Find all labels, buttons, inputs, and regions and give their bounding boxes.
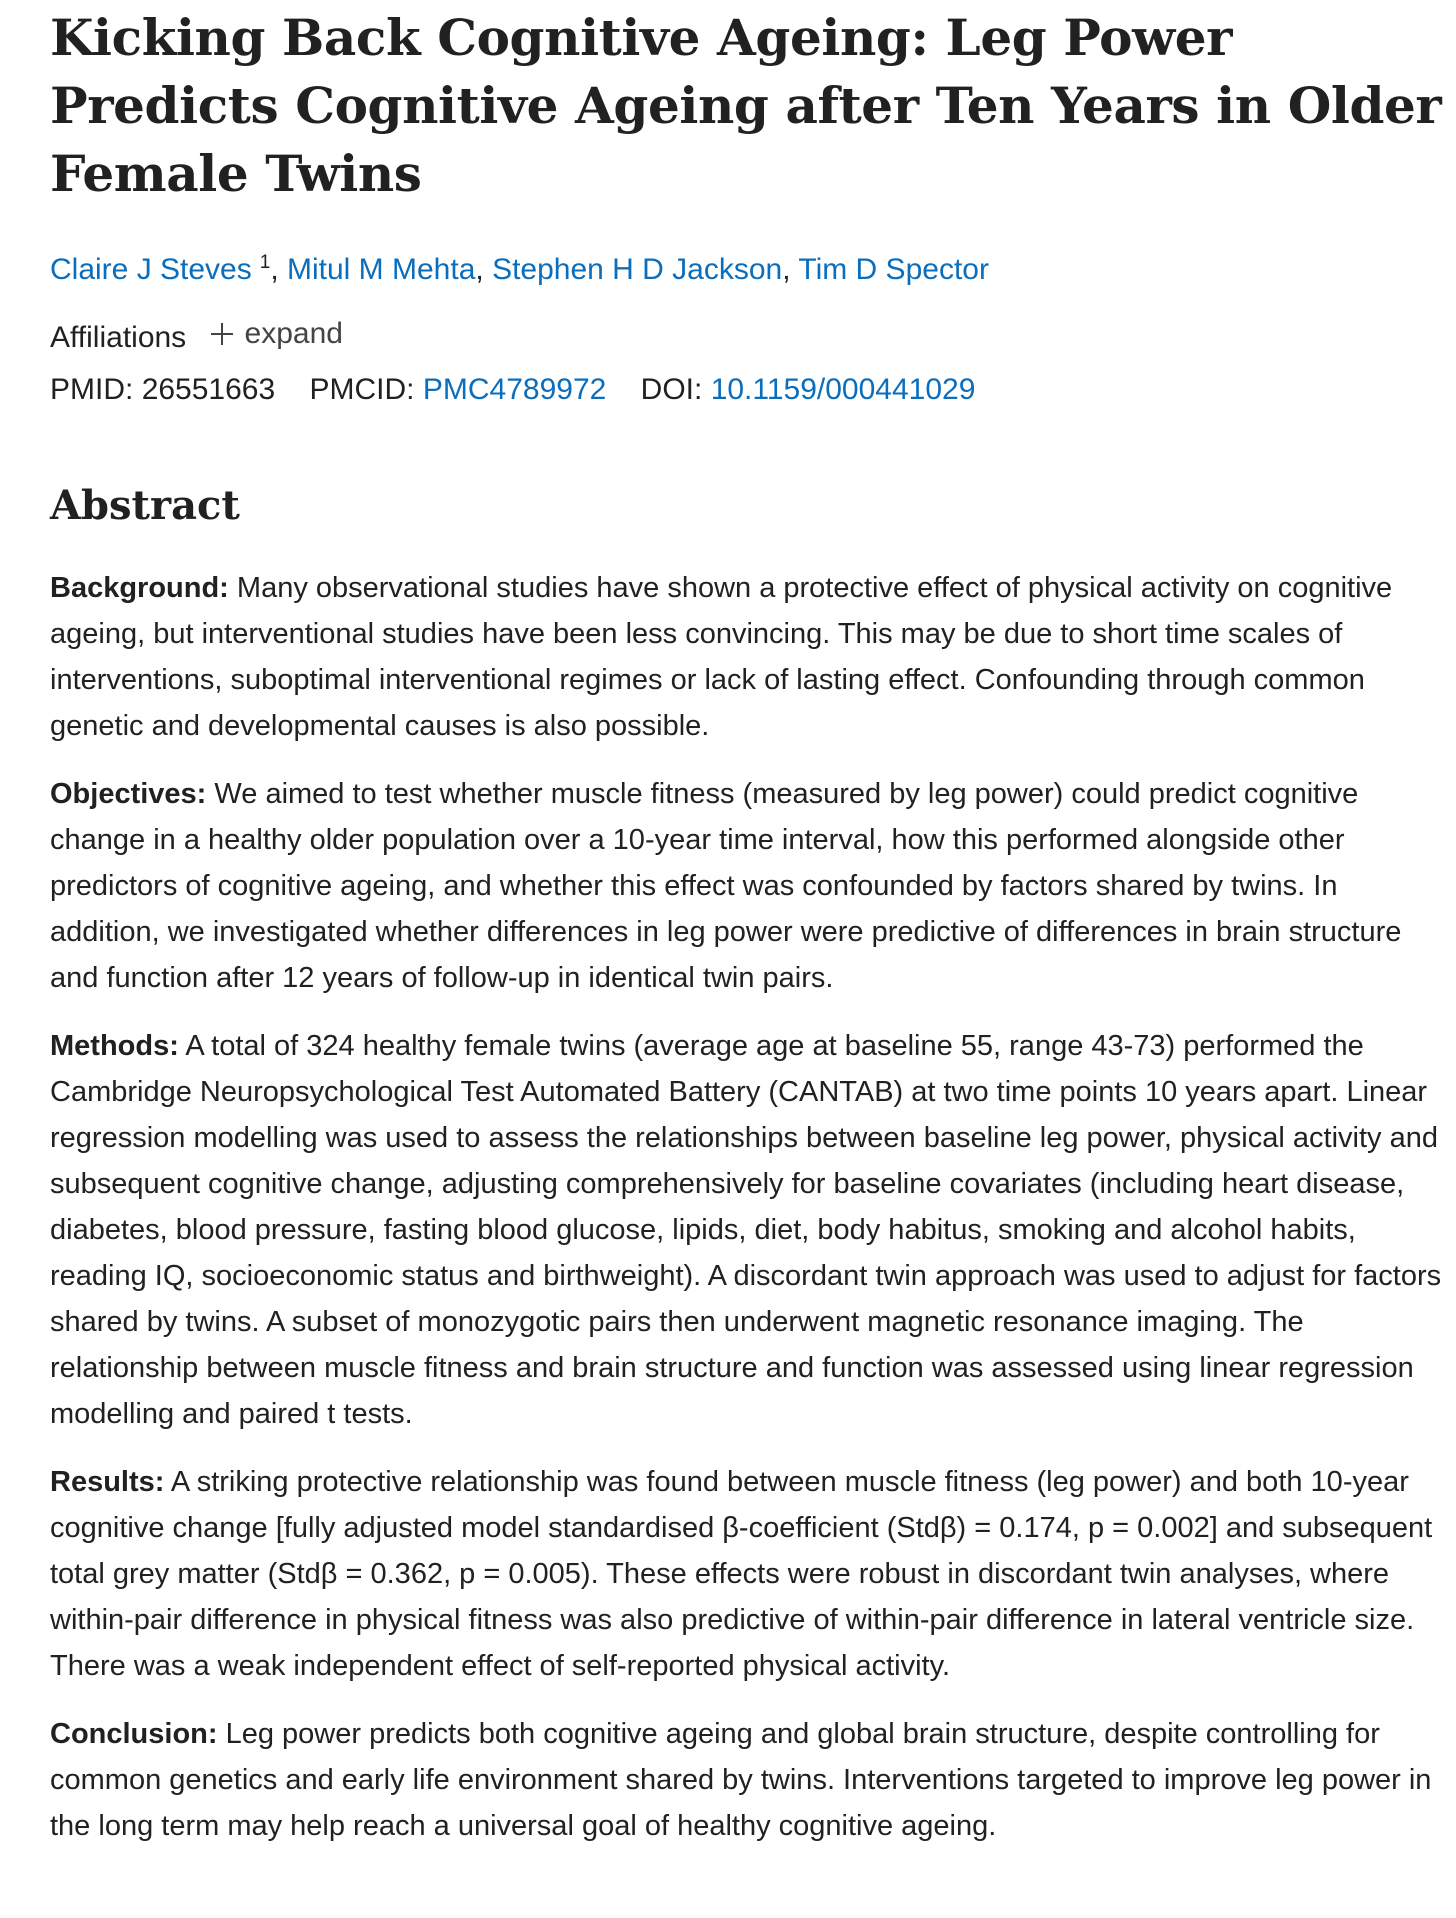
conclusion-text: Leg power predicts both cognitive ageing and global brain structure, despite controlling for common genetics and early life environment shared by twins. Interventions targeted to improve leg power in the long term may help reach a universal goal of healthy cognitive ageing. <box>50 1718 1432 1843</box>
article-title: Kicking Back Cognitive Ageing: Leg Power Predicts Cognitive Ageing after Ten Years in Older Female Twins <box>50 8 1442 203</box>
abstract-results <box>50 1459 1450 1689</box>
pmid-value: 26551663 <box>141 373 276 406</box>
author-separator: , <box>782 253 799 286</box>
abstract-conclusion <box>50 1711 1450 1849</box>
objectives-label: Objectives: <box>50 778 207 811</box>
doi-label: DOI: <box>640 373 703 406</box>
results-text: A striking protective relationship was found between muscle fitness (leg power) and both 10-year cognitive change [fully adjusted model standardised β-coefficient (Stdβ) = 0.174, p = 0.002] and subsequent total grey matter (Stdβ = 0.362, p = 0.005). These effects were robust in discordant twin analyses, where within-pair difference in physical fitness was also predictive of within-pair difference in lateral ventricle size. There was a weak independent effect of self-reported physical activity. <box>50 1466 1433 1683</box>
plus-icon <box>209 321 235 347</box>
author-link-1[interactable]: Claire J Steves <box>50 253 252 286</box>
author-link-2[interactable]: Mitul M Mehta <box>287 253 476 286</box>
author-link-4[interactable]: Tim D Spector <box>798 253 989 286</box>
author-list <box>50 250 1450 290</box>
author-link-3[interactable]: Stephen H D Jackson <box>492 253 783 286</box>
affiliations-row <box>50 314 1450 358</box>
abstract-background <box>50 565 1450 749</box>
abstract-heading: Abstract <box>50 482 240 529</box>
conclusion-label: Conclusion: <box>50 1718 218 1751</box>
methods-label: Methods: <box>50 1030 179 1063</box>
abstract-methods <box>50 1023 1450 1437</box>
expand-label: expand <box>244 317 343 350</box>
doi-block <box>641 373 976 406</box>
background-label: Background: <box>50 572 229 605</box>
affiliations-expand-button[interactable] <box>209 314 343 354</box>
doi-link[interactable]: 10.1159/000441029 <box>710 373 976 406</box>
pmcid-label: PMCID: <box>309 373 415 406</box>
pmcid-block <box>310 373 615 406</box>
pmid-block <box>50 373 284 406</box>
objectives-text: We aimed to test whether muscle fitness (measured by leg power) could predict cognitive change in a healthy older population over a 10-year time interval, how this performed alongside other predictors of cognitive ageing, and whether this effect was confounded by factors shared by twins. In addition, we investigated whether differences in leg power were predictive of differences in brain structure and function after 12 years of follow-up in identical twin pairs. <box>50 778 1402 995</box>
results-label: Results: <box>50 1466 165 1499</box>
methods-text: A total of 324 healthy female twins (average age at baseline 55, range 43-73) performed the Cambridge Neuropsychological Test Automated Battery (CANTAB) at two time points 10 years apart. Linear regression modelling was used to assess the relationships between baseline leg power, physical activity and subsequent cognitive change, adjusting comprehensively for baseline covariates (including heart disease, diabetes, blood pressure, fasting blood glucose, lipids, diet, body habitus, smoking and alcohol habits, reading IQ, socioeconomic status and birthweight). A discordant twin approach was used to adjust for factors shared by twins. A subset of monozygotic pairs then underwent magnetic resonance imaging. The relationship between muscle fitness and brain structure and function was assessed using linear regression modelling and paired t tests. <box>50 1030 1442 1431</box>
article-page <box>50 0 1450 1849</box>
author-separator: , <box>475 253 493 286</box>
article-identifiers <box>50 370 1450 410</box>
pmid-label: PMID: <box>50 373 134 406</box>
affiliations-label: Affiliations <box>50 321 187 354</box>
pmcid-link[interactable]: PMC4789972 <box>422 373 607 406</box>
author-separator: , <box>270 253 287 286</box>
abstract-objectives <box>50 771 1450 1001</box>
affiliation-superscript[interactable]: 1 <box>259 252 271 273</box>
background-text: Many observational studies have shown a protective effect of physical activity on cognitive ageing, but interventional studies have been less convincing. This may be due to short time scales of interventions, suboptimal interventional regimes or lack of lasting effect. Confounding through common genetic and developmental causes is also possible. <box>50 572 1393 743</box>
